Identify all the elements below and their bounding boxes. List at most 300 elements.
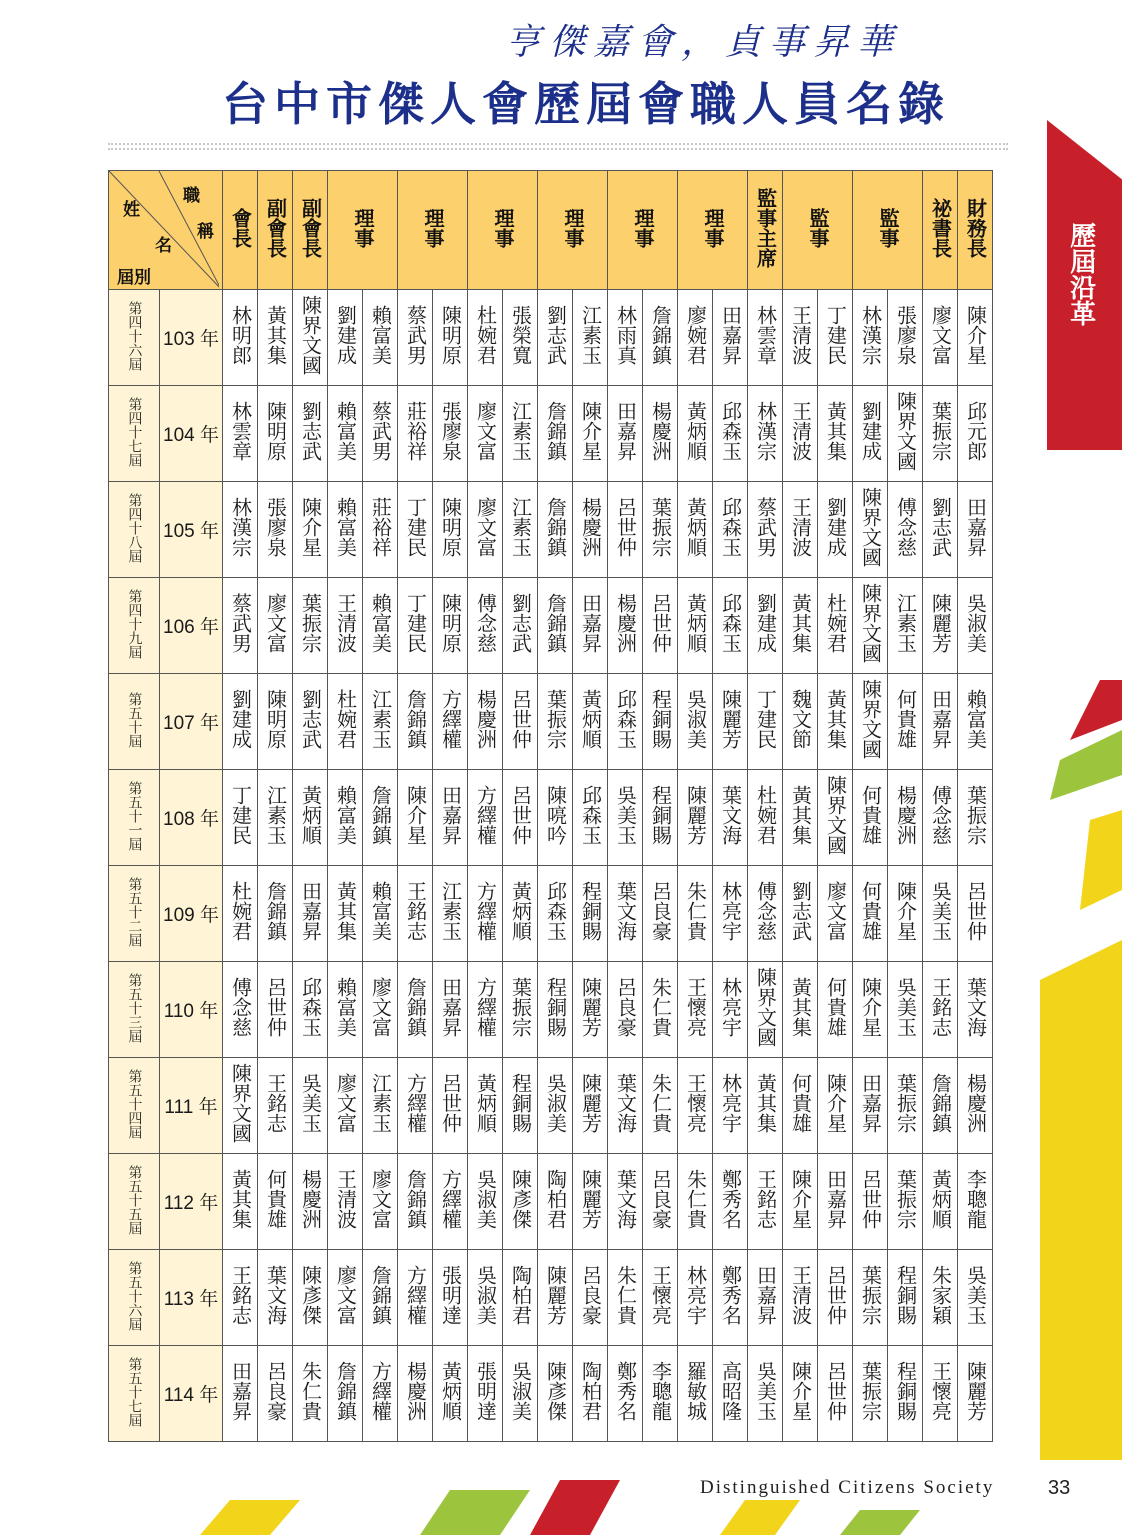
member-name: 王懷亮 xyxy=(678,962,713,1058)
member-name: 魏文節 xyxy=(783,674,818,770)
member-name: 傅念慈 xyxy=(468,578,503,674)
member-name: 詹錦鎮 xyxy=(643,290,678,386)
member-name: 陳明原 xyxy=(258,674,293,770)
table-row xyxy=(109,578,993,674)
member-name: 田嘉昇 xyxy=(713,290,748,386)
term-year: 112 年 xyxy=(160,1154,223,1250)
member-name: 王銘志 xyxy=(258,1058,293,1154)
member-name: 黃炳順 xyxy=(678,482,713,578)
table-row xyxy=(109,1154,993,1250)
member-name: 吳淑美 xyxy=(538,1058,573,1154)
member-name: 劉建成 xyxy=(328,290,363,386)
member-name: 陳介星 xyxy=(783,1346,818,1442)
member-name: 詹錦鎮 xyxy=(923,1058,958,1154)
member-name: 陳界文國 xyxy=(853,482,888,578)
member-name: 陳彥傑 xyxy=(503,1154,538,1250)
member-name: 陳介星 xyxy=(853,962,888,1058)
member-name: 杜婉君 xyxy=(748,770,783,866)
member-name: 田嘉昇 xyxy=(958,482,993,578)
member-name: 李聰龍 xyxy=(958,1154,993,1250)
member-name: 黃其集 xyxy=(223,1154,258,1250)
member-name: 何貴雄 xyxy=(888,674,923,770)
table-row xyxy=(109,1346,993,1442)
corner-header xyxy=(109,171,223,290)
member-name: 王清波 xyxy=(328,578,363,674)
member-name: 朱家穎 xyxy=(923,1250,958,1346)
member-name: 呂良豪 xyxy=(258,1346,293,1442)
member-name: 陳麗芳 xyxy=(958,1346,993,1442)
member-name: 黃炳順 xyxy=(678,386,713,482)
member-name: 田嘉昇 xyxy=(853,1058,888,1154)
member-name: 陳麗芳 xyxy=(573,1154,608,1250)
member-name: 程銅賜 xyxy=(888,1346,923,1442)
member-name: 黃其集 xyxy=(818,386,853,482)
member-name: 程銅賜 xyxy=(573,866,608,962)
member-name: 江素玉 xyxy=(258,770,293,866)
header-row xyxy=(109,171,993,290)
member-name: 江素玉 xyxy=(433,866,468,962)
roster-table xyxy=(108,170,993,1442)
member-name: 吳淑美 xyxy=(503,1346,538,1442)
member-name: 江素玉 xyxy=(363,1058,398,1154)
member-name: 黃其集 xyxy=(258,290,293,386)
member-name: 陳界文國 xyxy=(853,674,888,770)
member-name: 楊慶洲 xyxy=(608,578,643,674)
member-name: 何貴雄 xyxy=(853,866,888,962)
member-name: 廖文富 xyxy=(363,962,398,1058)
member-name: 葉文海 xyxy=(608,1154,643,1250)
member-name: 程銅賜 xyxy=(888,1250,923,1346)
member-name: 葉文海 xyxy=(608,1058,643,1154)
member-name: 江素玉 xyxy=(503,386,538,482)
table-row xyxy=(109,770,993,866)
table-row xyxy=(109,482,993,578)
member-name: 張榮寬 xyxy=(503,290,538,386)
member-name: 吳淑美 xyxy=(678,674,713,770)
member-name: 葉文海 xyxy=(608,866,643,962)
member-name: 劉志武 xyxy=(293,674,328,770)
member-name: 江素玉 xyxy=(888,578,923,674)
term-generation: 第五十二屆 xyxy=(109,866,160,962)
member-name: 葉振宗 xyxy=(853,1250,888,1346)
member-name: 蔡武男 xyxy=(223,578,258,674)
member-name: 張明達 xyxy=(468,1346,503,1442)
member-name: 劉志武 xyxy=(538,290,573,386)
member-name: 田嘉昇 xyxy=(293,866,328,962)
term-generation: 第四十八屆 xyxy=(109,482,160,578)
member-name: 詹錦鎮 xyxy=(363,1250,398,1346)
member-name: 林雲章 xyxy=(223,386,258,482)
member-name: 陳麗芳 xyxy=(573,1058,608,1154)
col-vice-president-1: 副會長 xyxy=(258,171,293,290)
member-name: 賴富美 xyxy=(328,386,363,482)
member-name: 程銅賜 xyxy=(538,962,573,1058)
slogan: 亨傑嘉會，貞事昇華 xyxy=(505,22,902,63)
term-generation: 第五十屆 xyxy=(109,674,160,770)
member-name: 林明郎 xyxy=(223,290,258,386)
member-name: 朱仁貴 xyxy=(643,962,678,1058)
col-treasurer: 財務長 xyxy=(958,171,993,290)
member-name: 吳美玉 xyxy=(888,962,923,1058)
member-name: 楊慶洲 xyxy=(398,1346,433,1442)
col-director-1: 理事 xyxy=(328,171,398,290)
member-name: 朱仁貴 xyxy=(678,1154,713,1250)
member-name: 田嘉昇 xyxy=(223,1346,258,1442)
member-name: 劉建成 xyxy=(853,386,888,482)
member-name: 葉振宗 xyxy=(643,482,678,578)
member-name: 朱仁貴 xyxy=(678,866,713,962)
member-name: 江素玉 xyxy=(503,482,538,578)
member-name: 楊慶洲 xyxy=(573,482,608,578)
member-name: 陳界文國 xyxy=(853,578,888,674)
term-generation: 第五十一屆 xyxy=(109,770,160,866)
member-name: 陳介星 xyxy=(888,866,923,962)
col-supervisor-2: 監事 xyxy=(853,171,923,290)
member-name: 黃炳順 xyxy=(503,866,538,962)
member-name: 葉振宗 xyxy=(923,386,958,482)
member-name: 杜婉君 xyxy=(818,578,853,674)
member-name: 方繹權 xyxy=(468,770,503,866)
member-name: 詹錦鎮 xyxy=(398,1154,433,1250)
col-director-3: 理事 xyxy=(468,171,538,290)
member-name: 陳明原 xyxy=(433,290,468,386)
page-title: 台中市傑人會歷屆會職人員名錄 xyxy=(222,77,950,131)
member-name: 傅念慈 xyxy=(748,866,783,962)
member-name: 鄭秀名 xyxy=(713,1250,748,1346)
member-name: 田嘉昇 xyxy=(433,770,468,866)
term-generation: 第四十七屆 xyxy=(109,386,160,482)
term-year: 103 年 xyxy=(160,290,223,386)
member-name: 王銘志 xyxy=(223,1250,258,1346)
member-name: 楊慶洲 xyxy=(293,1154,328,1250)
member-name: 朱仁貴 xyxy=(608,1250,643,1346)
member-name: 詹錦鎮 xyxy=(258,866,293,962)
col-director-6: 理事 xyxy=(678,171,748,290)
member-name: 方繹權 xyxy=(433,674,468,770)
member-name: 陳麗芳 xyxy=(573,962,608,1058)
term-year: 111 年 xyxy=(160,1058,223,1154)
member-name: 劉建成 xyxy=(818,482,853,578)
member-name: 呂世仲 xyxy=(643,578,678,674)
member-name: 田嘉昇 xyxy=(923,674,958,770)
member-name: 邱森玉 xyxy=(293,962,328,1058)
member-name: 邱森玉 xyxy=(713,578,748,674)
member-name: 陳麗芳 xyxy=(678,770,713,866)
member-name: 陳界文國 xyxy=(748,962,783,1058)
member-name: 蔡武男 xyxy=(363,386,398,482)
member-name: 呂良豪 xyxy=(573,1250,608,1346)
member-name: 黃其集 xyxy=(783,962,818,1058)
member-name: 楊慶洲 xyxy=(643,386,678,482)
member-name: 陳麗芳 xyxy=(713,674,748,770)
member-name: 王清波 xyxy=(783,290,818,386)
member-name: 陳介星 xyxy=(958,290,993,386)
term-year: 108 年 xyxy=(160,770,223,866)
member-name: 王懷亮 xyxy=(923,1346,958,1442)
page-number: 33 xyxy=(1048,1477,1071,1499)
member-name: 吳美玉 xyxy=(748,1346,783,1442)
col-director-5: 理事 xyxy=(608,171,678,290)
member-name: 呂世仲 xyxy=(853,1154,888,1250)
member-name: 詹錦鎮 xyxy=(363,770,398,866)
member-name: 莊裕祥 xyxy=(398,386,433,482)
member-name: 方繹權 xyxy=(468,962,503,1058)
member-name: 何貴雄 xyxy=(853,770,888,866)
member-name: 葉振宗 xyxy=(888,1154,923,1250)
member-name: 楊慶洲 xyxy=(468,674,503,770)
member-name: 黃其集 xyxy=(783,770,818,866)
member-name: 吳美玉 xyxy=(923,866,958,962)
term-year: 104 年 xyxy=(160,386,223,482)
member-name: 朱仁貴 xyxy=(643,1058,678,1154)
member-name: 田嘉昇 xyxy=(748,1250,783,1346)
table-row xyxy=(109,866,993,962)
member-name: 朱仁貴 xyxy=(293,1346,328,1442)
table-row xyxy=(109,1250,993,1346)
member-name: 陳介星 xyxy=(818,1058,853,1154)
member-name: 詹錦鎮 xyxy=(398,962,433,1058)
member-name: 呂良豪 xyxy=(643,866,678,962)
member-name: 廖文富 xyxy=(468,386,503,482)
member-name: 邱森玉 xyxy=(713,386,748,482)
table-row xyxy=(109,290,993,386)
member-name: 楊慶洲 xyxy=(958,1058,993,1154)
member-name: 呂世仲 xyxy=(818,1250,853,1346)
member-name: 黃其集 xyxy=(783,578,818,674)
member-name: 葉振宗 xyxy=(888,1058,923,1154)
member-name: 王清波 xyxy=(783,482,818,578)
member-name: 陳麗芳 xyxy=(538,1250,573,1346)
member-name: 賴富美 xyxy=(328,962,363,1058)
member-name: 詹錦鎮 xyxy=(538,482,573,578)
term-year: 110 年 xyxy=(160,962,223,1058)
table-row xyxy=(109,1058,993,1154)
member-name: 呂世仲 xyxy=(503,674,538,770)
member-name: 呂世仲 xyxy=(608,482,643,578)
member-name: 廖文富 xyxy=(818,866,853,962)
member-name: 劉建成 xyxy=(223,674,258,770)
member-name: 方繹權 xyxy=(363,1346,398,1442)
member-name: 廖文富 xyxy=(923,290,958,386)
member-name: 杜婉君 xyxy=(328,674,363,770)
member-name: 陶柏君 xyxy=(573,1346,608,1442)
member-name: 方繹權 xyxy=(468,866,503,962)
member-name: 呂良豪 xyxy=(608,962,643,1058)
member-name: 林亮宇 xyxy=(713,1058,748,1154)
member-name: 王懷亮 xyxy=(643,1250,678,1346)
member-name: 邱森玉 xyxy=(573,770,608,866)
member-name: 葉振宗 xyxy=(853,1346,888,1442)
member-name: 葉振宗 xyxy=(293,578,328,674)
member-name: 程銅賜 xyxy=(503,1058,538,1154)
member-name: 田嘉昇 xyxy=(818,1154,853,1250)
member-name: 廖文富 xyxy=(258,578,293,674)
member-name: 黃炳順 xyxy=(923,1154,958,1250)
member-name: 陳麗芳 xyxy=(923,578,958,674)
member-name: 呂良豪 xyxy=(643,1154,678,1250)
member-name: 傅念慈 xyxy=(223,962,258,1058)
corner-name: 名 xyxy=(155,236,172,256)
member-name: 賴富美 xyxy=(363,866,398,962)
table-row xyxy=(109,674,993,770)
member-name: 何貴雄 xyxy=(783,1058,818,1154)
member-name: 劉志武 xyxy=(923,482,958,578)
member-name: 廖文富 xyxy=(363,1154,398,1250)
member-name: 陳介星 xyxy=(398,770,433,866)
member-name: 張廖泉 xyxy=(433,386,468,482)
member-name: 呂世仲 xyxy=(958,866,993,962)
title-divider xyxy=(108,143,1008,145)
member-name: 林雨真 xyxy=(608,290,643,386)
member-name: 林漢宗 xyxy=(748,386,783,482)
member-name: 邱森玉 xyxy=(538,866,573,962)
member-name: 莊裕祥 xyxy=(363,482,398,578)
member-name: 丁建民 xyxy=(818,290,853,386)
member-name: 林漢宗 xyxy=(223,482,258,578)
member-name: 黃其集 xyxy=(328,866,363,962)
member-name: 詹錦鎮 xyxy=(538,386,573,482)
member-name: 陳明原 xyxy=(433,578,468,674)
member-name: 陳明原 xyxy=(433,482,468,578)
member-name: 王銘志 xyxy=(923,962,958,1058)
member-name: 王懷亮 xyxy=(678,1058,713,1154)
member-name: 劉志武 xyxy=(293,386,328,482)
member-name: 丁建民 xyxy=(398,578,433,674)
member-name: 葉振宗 xyxy=(958,770,993,866)
member-name: 丁建民 xyxy=(223,770,258,866)
col-director-4: 理事 xyxy=(538,171,608,290)
member-name: 邱森玉 xyxy=(608,674,643,770)
member-name: 蔡武男 xyxy=(748,482,783,578)
term-generation: 第五十六屆 xyxy=(109,1250,160,1346)
member-name: 張廖泉 xyxy=(258,482,293,578)
col-director-2: 理事 xyxy=(398,171,468,290)
member-name: 王清波 xyxy=(783,386,818,482)
member-name: 賴富美 xyxy=(363,290,398,386)
member-name: 賴富美 xyxy=(958,674,993,770)
member-name: 陳界文國 xyxy=(293,290,328,386)
member-name: 呂世仲 xyxy=(433,1058,468,1154)
member-name: 吳美玉 xyxy=(958,1250,993,1346)
member-name: 張明達 xyxy=(433,1250,468,1346)
member-name: 廖文富 xyxy=(328,1058,363,1154)
member-name: 陳喨吟 xyxy=(538,770,573,866)
member-name: 劉志武 xyxy=(783,866,818,962)
member-name: 吳淑美 xyxy=(958,578,993,674)
corner-title-2: 稱 xyxy=(197,222,214,242)
member-name: 邱森玉 xyxy=(713,482,748,578)
member-name: 江素玉 xyxy=(573,290,608,386)
member-name: 吳美玉 xyxy=(293,1058,328,1154)
member-name: 呂世仲 xyxy=(503,770,538,866)
member-name: 江素玉 xyxy=(363,674,398,770)
member-name: 王清波 xyxy=(783,1250,818,1346)
table-row xyxy=(109,962,993,1058)
member-name: 黃其集 xyxy=(748,1058,783,1154)
member-name: 林亮宇 xyxy=(713,962,748,1058)
member-name: 程銅賜 xyxy=(643,674,678,770)
member-name: 陶柏君 xyxy=(538,1154,573,1250)
member-name: 賴富美 xyxy=(328,770,363,866)
col-president: 會長 xyxy=(223,171,258,290)
member-name: 鄭秀名 xyxy=(608,1346,643,1442)
member-name: 黃炳順 xyxy=(293,770,328,866)
member-name: 陳介星 xyxy=(783,1154,818,1250)
member-name: 方繹權 xyxy=(398,1250,433,1346)
member-name: 葉文海 xyxy=(258,1250,293,1346)
term-generation: 第五十四屆 xyxy=(109,1058,160,1154)
member-name: 王清波 xyxy=(328,1154,363,1250)
term-year: 105 年 xyxy=(160,482,223,578)
member-name: 方繹權 xyxy=(433,1154,468,1250)
corner-title: 職 xyxy=(183,186,200,206)
member-name: 葉振宗 xyxy=(503,962,538,1058)
term-generation: 第四十九屆 xyxy=(109,578,160,674)
member-name: 傅念慈 xyxy=(888,482,923,578)
member-name: 陳彥傑 xyxy=(538,1346,573,1442)
member-name: 陳界文國 xyxy=(818,770,853,866)
col-secretary: 祕書長 xyxy=(923,171,958,290)
member-name: 邱元郎 xyxy=(958,386,993,482)
member-name: 鄭秀名 xyxy=(713,1154,748,1250)
member-name: 王銘志 xyxy=(398,866,433,962)
corner-term: 屆別 xyxy=(117,268,151,288)
side-tab-label: 歷屆沿革 xyxy=(1065,222,1096,326)
corner-surname: 姓 xyxy=(123,200,140,220)
member-name: 林漢宗 xyxy=(853,290,888,386)
member-name: 陶柏君 xyxy=(503,1250,538,1346)
member-name: 詹錦鎮 xyxy=(538,578,573,674)
member-name: 賴富美 xyxy=(363,578,398,674)
member-name: 陳明原 xyxy=(258,386,293,482)
member-name: 吳淑美 xyxy=(468,1154,503,1250)
member-name: 林亮宇 xyxy=(678,1250,713,1346)
member-name: 吳美玉 xyxy=(608,770,643,866)
member-name: 呂世仲 xyxy=(818,1346,853,1442)
member-name: 廖婉君 xyxy=(678,290,713,386)
term-year: 107 年 xyxy=(160,674,223,770)
member-name: 陳界文國 xyxy=(888,386,923,482)
member-name: 田嘉昇 xyxy=(573,578,608,674)
member-name: 蔡武男 xyxy=(398,290,433,386)
member-name: 杜婉君 xyxy=(468,290,503,386)
member-name: 葉文海 xyxy=(958,962,993,1058)
member-name: 丁建民 xyxy=(748,674,783,770)
member-name: 廖文富 xyxy=(468,482,503,578)
member-name: 黃炳順 xyxy=(573,674,608,770)
member-name: 杜婉君 xyxy=(223,866,258,962)
member-name: 張廖泉 xyxy=(888,290,923,386)
member-name: 程銅賜 xyxy=(643,770,678,866)
member-name: 王銘志 xyxy=(748,1154,783,1250)
member-name: 田嘉昇 xyxy=(433,962,468,1058)
footer-society: Distinguished Citizens Society xyxy=(700,1477,995,1498)
member-name: 廖文富 xyxy=(328,1250,363,1346)
member-name: 黃其集 xyxy=(818,674,853,770)
term-year: 109 年 xyxy=(160,866,223,962)
member-name: 楊慶洲 xyxy=(888,770,923,866)
member-name: 黃炳順 xyxy=(468,1058,503,1154)
member-name: 羅敏城 xyxy=(678,1346,713,1442)
member-name: 詹錦鎮 xyxy=(328,1346,363,1442)
term-generation: 第五十七屆 xyxy=(109,1346,160,1442)
member-name: 陳介星 xyxy=(293,482,328,578)
term-generation: 第五十三屆 xyxy=(109,962,160,1058)
member-name: 賴富美 xyxy=(328,482,363,578)
member-name: 葉文海 xyxy=(713,770,748,866)
member-name: 呂世仲 xyxy=(258,962,293,1058)
member-name: 林雲章 xyxy=(748,290,783,386)
